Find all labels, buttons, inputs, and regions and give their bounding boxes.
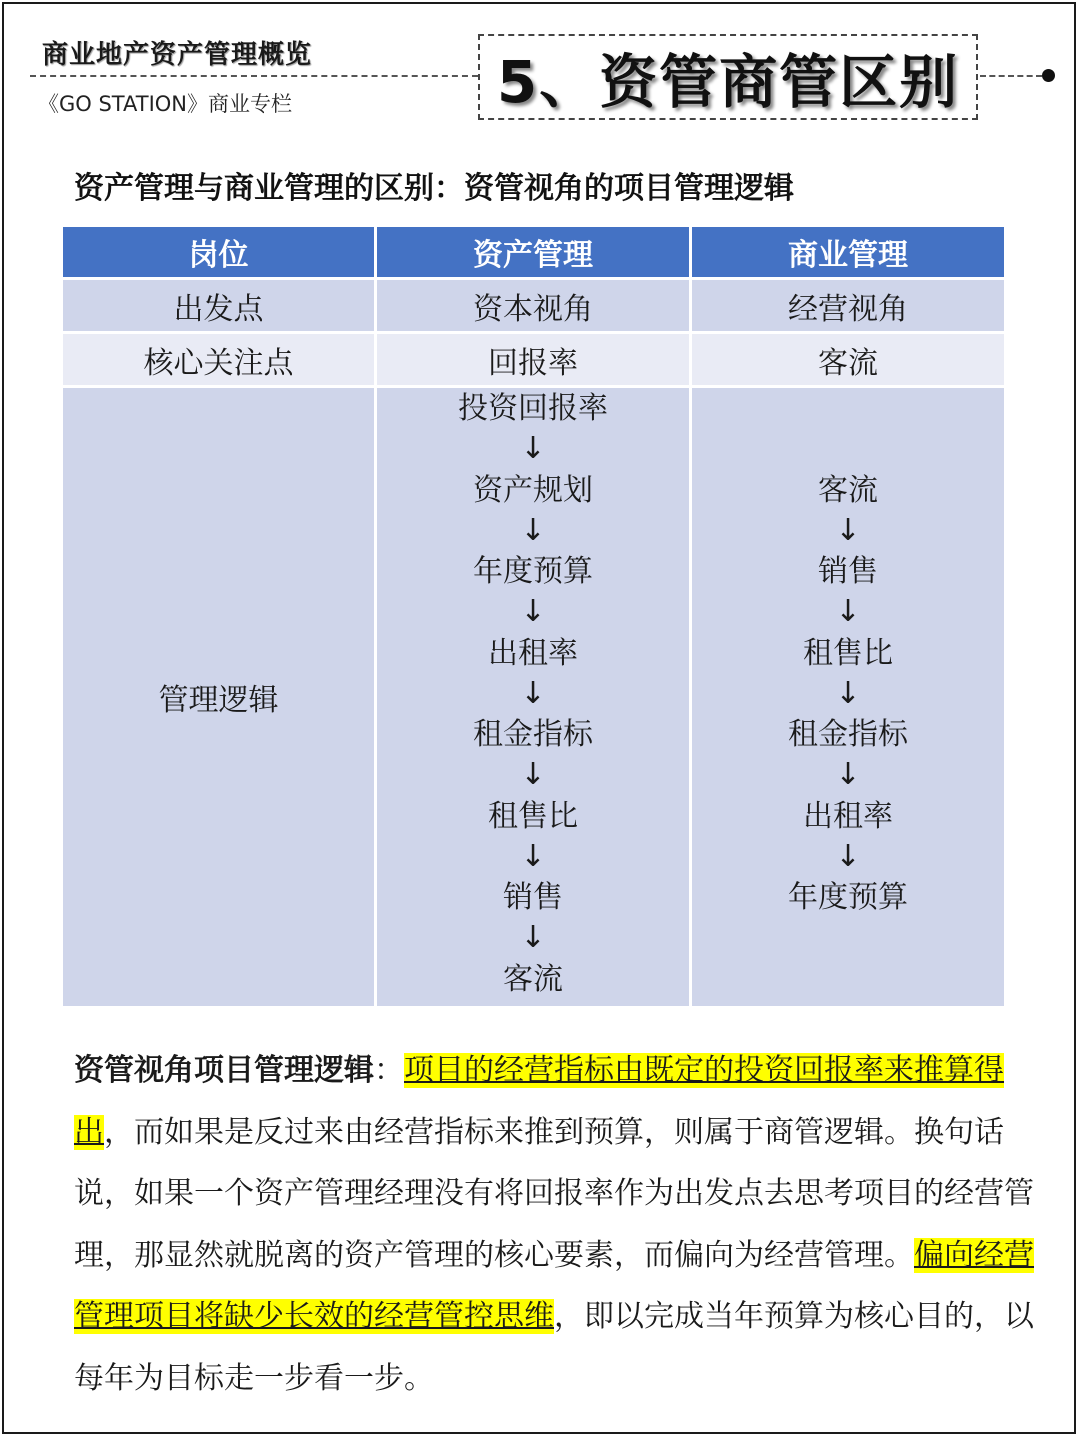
flow-step: 客流	[818, 472, 878, 508]
down-arrow-icon: ↓	[520, 920, 546, 955]
asset-flow	[377, 388, 689, 1000]
flow-step: 出租率	[803, 798, 893, 834]
table-header-cell: 资产管理	[376, 226, 691, 279]
flow-step: 年度预算	[788, 880, 908, 915]
paragraph-lead: 资管视角项目管理逻辑	[74, 1053, 374, 1088]
asset-flow-cell	[376, 387, 691, 1008]
down-arrow-icon: ↓	[520, 838, 546, 874]
section-title: 5、资管商管区别	[496, 48, 960, 116]
table-cell: 资本视角	[376, 279, 691, 333]
table-row	[62, 333, 1006, 387]
table-cell: 核心关注点	[62, 333, 376, 387]
comparison-table	[60, 224, 1007, 1009]
paragraph-text: ，即以完成当年预算为核心目的，以每年为目标走一步看一步。	[74, 1299, 1034, 1396]
table-cell: 客流	[691, 333, 1006, 387]
flow-step: 资产规划	[473, 472, 593, 508]
down-arrow-icon: ↓	[835, 675, 861, 711]
table-cell: 经营视角	[691, 279, 1006, 333]
paragraph-text: ，而如果是反过来由经营指标来推到预算，则属于商管逻辑。换句话说，如果一个资产管理经理没有将回报率作为出发点去思考项目的经营管理，那显然就脱离的资产管理的核心要素，而偏向为经营管理。	[74, 1114, 1034, 1273]
down-arrow-icon: ↓	[520, 675, 546, 711]
table-header-row	[62, 226, 1006, 279]
table-header-cell: 商业管理	[691, 226, 1006, 279]
flow-step: 销售	[503, 880, 563, 915]
header-title: 商业地产资产管理概览	[42, 40, 313, 70]
flow-step: 租售比	[803, 635, 893, 671]
commercial-flow	[692, 388, 1004, 918]
header-dot	[1042, 69, 1055, 82]
flow-step: 租售比	[488, 798, 578, 834]
highlight-text: 偏向经营管理项目将缺少长效的经营管控思维	[74, 1237, 1034, 1334]
table-row	[62, 279, 1006, 333]
down-arrow-icon: ↓	[835, 594, 861, 629]
flow-step: 销售	[818, 554, 878, 589]
down-arrow-icon: ↓	[520, 594, 546, 629]
down-arrow-icon: ↓	[835, 512, 861, 548]
down-arrow-icon: ↓	[520, 431, 546, 466]
flow-step: 年度预算	[473, 554, 593, 589]
down-arrow-icon: ↓	[520, 512, 546, 548]
table-cell: 出发点	[62, 279, 376, 333]
down-arrow-icon: ↓	[835, 757, 861, 792]
logic-label: 管理逻辑	[62, 387, 376, 1008]
table-row-logic	[62, 387, 1006, 1008]
down-arrow-icon: ↓	[520, 757, 546, 792]
commercial-flow-cell	[691, 387, 1006, 1008]
table-cell: 回报率	[376, 333, 691, 387]
paragraph-colon: ：	[374, 1053, 404, 1088]
subheading: 资产管理与商业管理的区别：资管视角的项目管理逻辑	[74, 171, 794, 206]
flow-step: 出租率	[488, 635, 578, 671]
flow-step: 租金指标	[788, 717, 908, 752]
header-divider-right	[980, 75, 1042, 77]
header-subtitle: 《GO STATION》商业专栏	[38, 92, 292, 116]
down-arrow-icon: ↓	[835, 838, 861, 874]
summary-paragraph	[74, 1040, 1034, 1409]
highlight-text: 项目的经营指标由既定的投资回报率来推算得出	[74, 1053, 1004, 1150]
header-divider	[30, 75, 478, 77]
flow-step: 投资回报率	[458, 391, 608, 426]
section-title-box	[478, 34, 978, 120]
flow-step: 租金指标	[473, 717, 593, 752]
table-header-cell: 岗位	[62, 226, 376, 279]
flow-step: 客流	[503, 961, 563, 997]
